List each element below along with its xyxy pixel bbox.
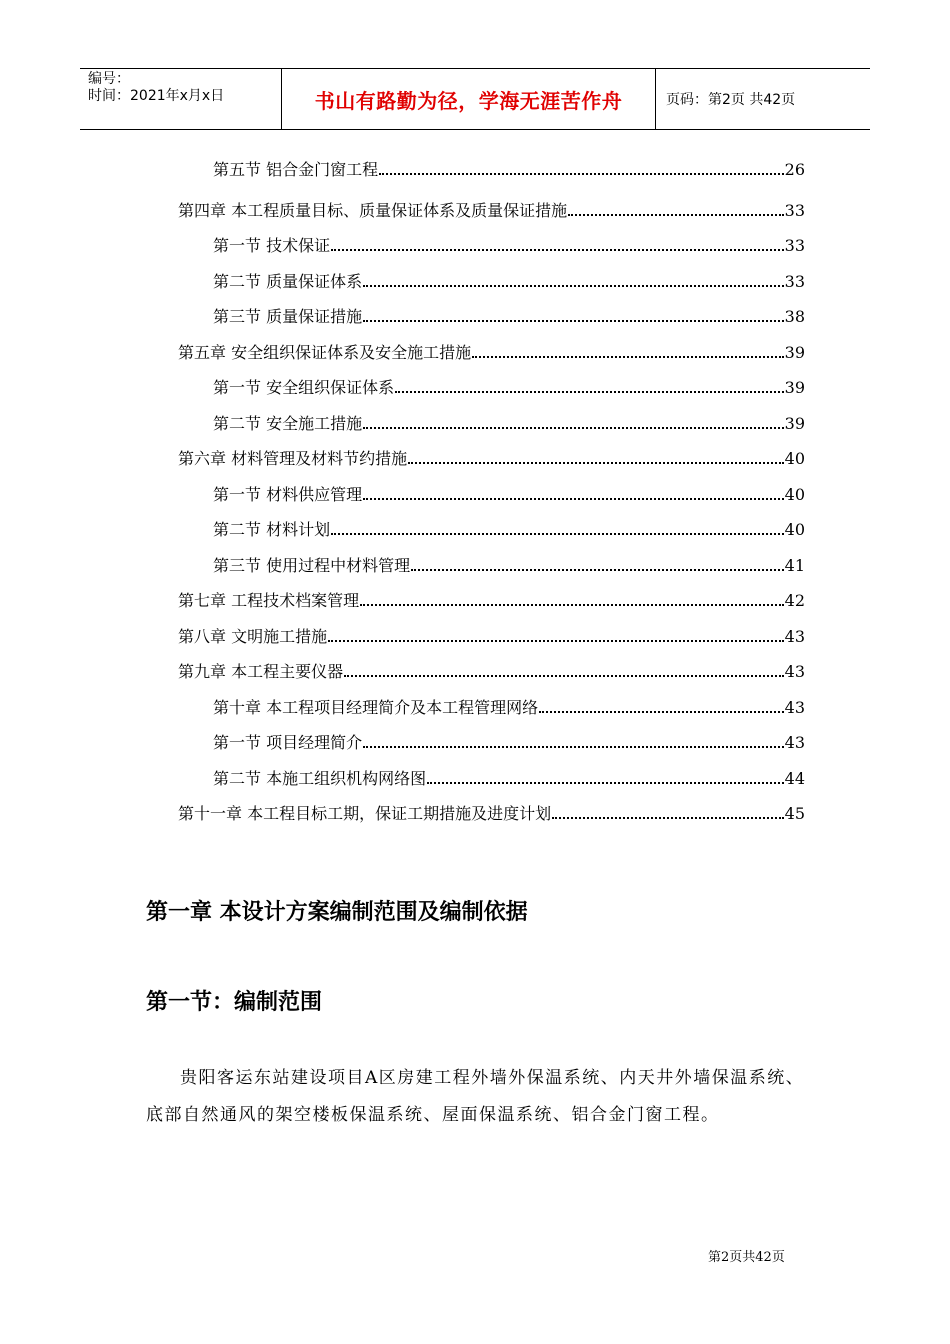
toc-entry[interactable]: [213, 483, 805, 507]
toc-dot-leader: [360, 604, 784, 606]
toc-entry[interactable]: [213, 305, 805, 329]
toc-entry[interactable]: [213, 412, 805, 436]
toc-entry-label: 第一节 项目经理简介: [213, 733, 363, 752]
toc-entry-page: 38: [784, 307, 805, 326]
toc-entry-label: 第二节 安全施工措施: [213, 414, 363, 433]
toc-dot-leader: [363, 320, 784, 322]
page-header: [80, 68, 870, 130]
toc-entry[interactable]: [213, 731, 805, 755]
toc-entry-page: 33: [784, 272, 805, 291]
toc-entry[interactable]: [213, 234, 805, 258]
toc-entry-label: 第二节 材料计划: [213, 520, 331, 539]
toc-dot-leader: [363, 498, 784, 500]
toc-dot-leader: [328, 640, 784, 642]
toc-entry[interactable]: [178, 802, 805, 826]
toc-entry[interactable]: [178, 625, 805, 649]
toc-entry-page: 44: [784, 769, 805, 788]
toc-entry-page: 43: [784, 733, 805, 752]
toc-entry-page: 42: [784, 591, 805, 610]
document-number-label: 编号：: [88, 71, 130, 87]
toc-entry-page: 39: [784, 378, 805, 397]
toc-entry-page: 40: [784, 449, 805, 468]
toc-dot-leader: [568, 214, 784, 216]
toc-entry-label: 第八章 文明施工措施: [178, 627, 328, 646]
toc-dot-leader: [331, 533, 784, 535]
header-motto: 书山有路勤为径，学海无涯苦作舟: [282, 69, 656, 129]
toc-entry-label: 第六章 材料管理及材料节约措施: [178, 449, 408, 468]
toc-entry-label: 第三节 质量保证措施: [213, 307, 363, 326]
toc-entry[interactable]: [213, 270, 805, 294]
toc-dot-leader: [472, 356, 784, 358]
chapter-heading: 第一章 本设计方案编制范围及编制依据: [146, 900, 528, 925]
toc-entry[interactable]: [178, 447, 805, 471]
toc-entry[interactable]: [213, 767, 805, 791]
toc-dot-leader: [363, 285, 784, 287]
toc-entry[interactable]: [178, 199, 805, 223]
toc-entry[interactable]: [213, 376, 805, 400]
toc-entry-label: 第五章 安全组织保证体系及安全施工措施: [178, 343, 472, 362]
toc-entry[interactable]: [213, 554, 805, 578]
toc-entry-label: 第四章 本工程质量目标、质量保证体系及质量保证措施: [178, 201, 568, 220]
toc-entry-page: 43: [784, 662, 805, 681]
toc-entry-label: 第二节 质量保证体系: [213, 272, 363, 291]
section-heading: 第一节：编制范围: [146, 990, 323, 1015]
toc-entry-label: 第二节 本施工组织机构网络图: [213, 769, 427, 788]
toc-entry-page: 33: [784, 236, 805, 255]
toc-entry[interactable]: [213, 158, 805, 182]
toc-entry-page: 40: [784, 485, 805, 504]
page-footer: 第2页共42页: [708, 1250, 785, 1265]
toc-dot-leader: [379, 173, 784, 175]
toc-dot-leader: [408, 462, 784, 464]
document-date-label: 时间：2021年x月x日: [88, 88, 225, 104]
toc-dot-leader: [539, 711, 784, 713]
toc-entry-page: 40: [784, 520, 805, 539]
toc-entry-label: 第一节 安全组织保证体系: [213, 378, 395, 397]
toc-entry[interactable]: [178, 589, 805, 613]
toc-entry-page: 39: [784, 414, 805, 433]
toc-entry-label: 第七章 工程技术档案管理: [178, 591, 360, 610]
toc-entry-page: 45: [784, 804, 805, 823]
toc-dot-leader: [427, 782, 784, 784]
header-page-number: 页码：第2页 共42页: [666, 92, 796, 108]
toc-entry[interactable]: [213, 696, 805, 720]
toc-entry-page: 33: [784, 201, 805, 220]
toc-entry-label: 第五节 铝合金门窗工程: [213, 160, 379, 179]
toc-dot-leader: [363, 746, 784, 748]
toc-entry-page: 43: [784, 627, 805, 646]
toc-entry[interactable]: [178, 660, 805, 684]
toc-entry[interactable]: [178, 341, 805, 365]
toc-entry-page: 26: [784, 160, 805, 179]
toc-entry-label: 第一节 材料供应管理: [213, 485, 363, 504]
toc-entry-label: 第一节 技术保证: [213, 236, 331, 255]
header-meta: [80, 69, 282, 129]
toc-entry-label: 第十章 本工程项目经理简介及本工程管理网络: [213, 698, 539, 717]
toc-entry-label: 第十一章 本工程目标工期，保证工期措施及进度计划: [178, 804, 552, 823]
toc-entry-page: 41: [784, 556, 805, 575]
toc-dot-leader: [331, 249, 784, 251]
toc-dot-leader: [411, 569, 784, 571]
body-paragraph: 贵阳客运东站建设项目A区房建工程外墙外保温系统、内天井外墙保温系统、底部自然通风的架空楼板保温系统、屋面保温系统、铝合金门窗工程。: [146, 1068, 805, 1125]
toc-entry-page: 43: [784, 698, 805, 717]
toc-entry-label: 第九章 本工程主要仪器: [178, 662, 344, 681]
toc-dot-leader: [552, 817, 784, 819]
toc-entry-page: 39: [784, 343, 805, 362]
toc-entry[interactable]: [213, 518, 805, 542]
toc-dot-leader: [363, 427, 784, 429]
toc-dot-leader: [395, 391, 784, 393]
toc-dot-leader: [344, 675, 784, 677]
toc-entry-label: 第三节 使用过程中材料管理: [213, 556, 411, 575]
